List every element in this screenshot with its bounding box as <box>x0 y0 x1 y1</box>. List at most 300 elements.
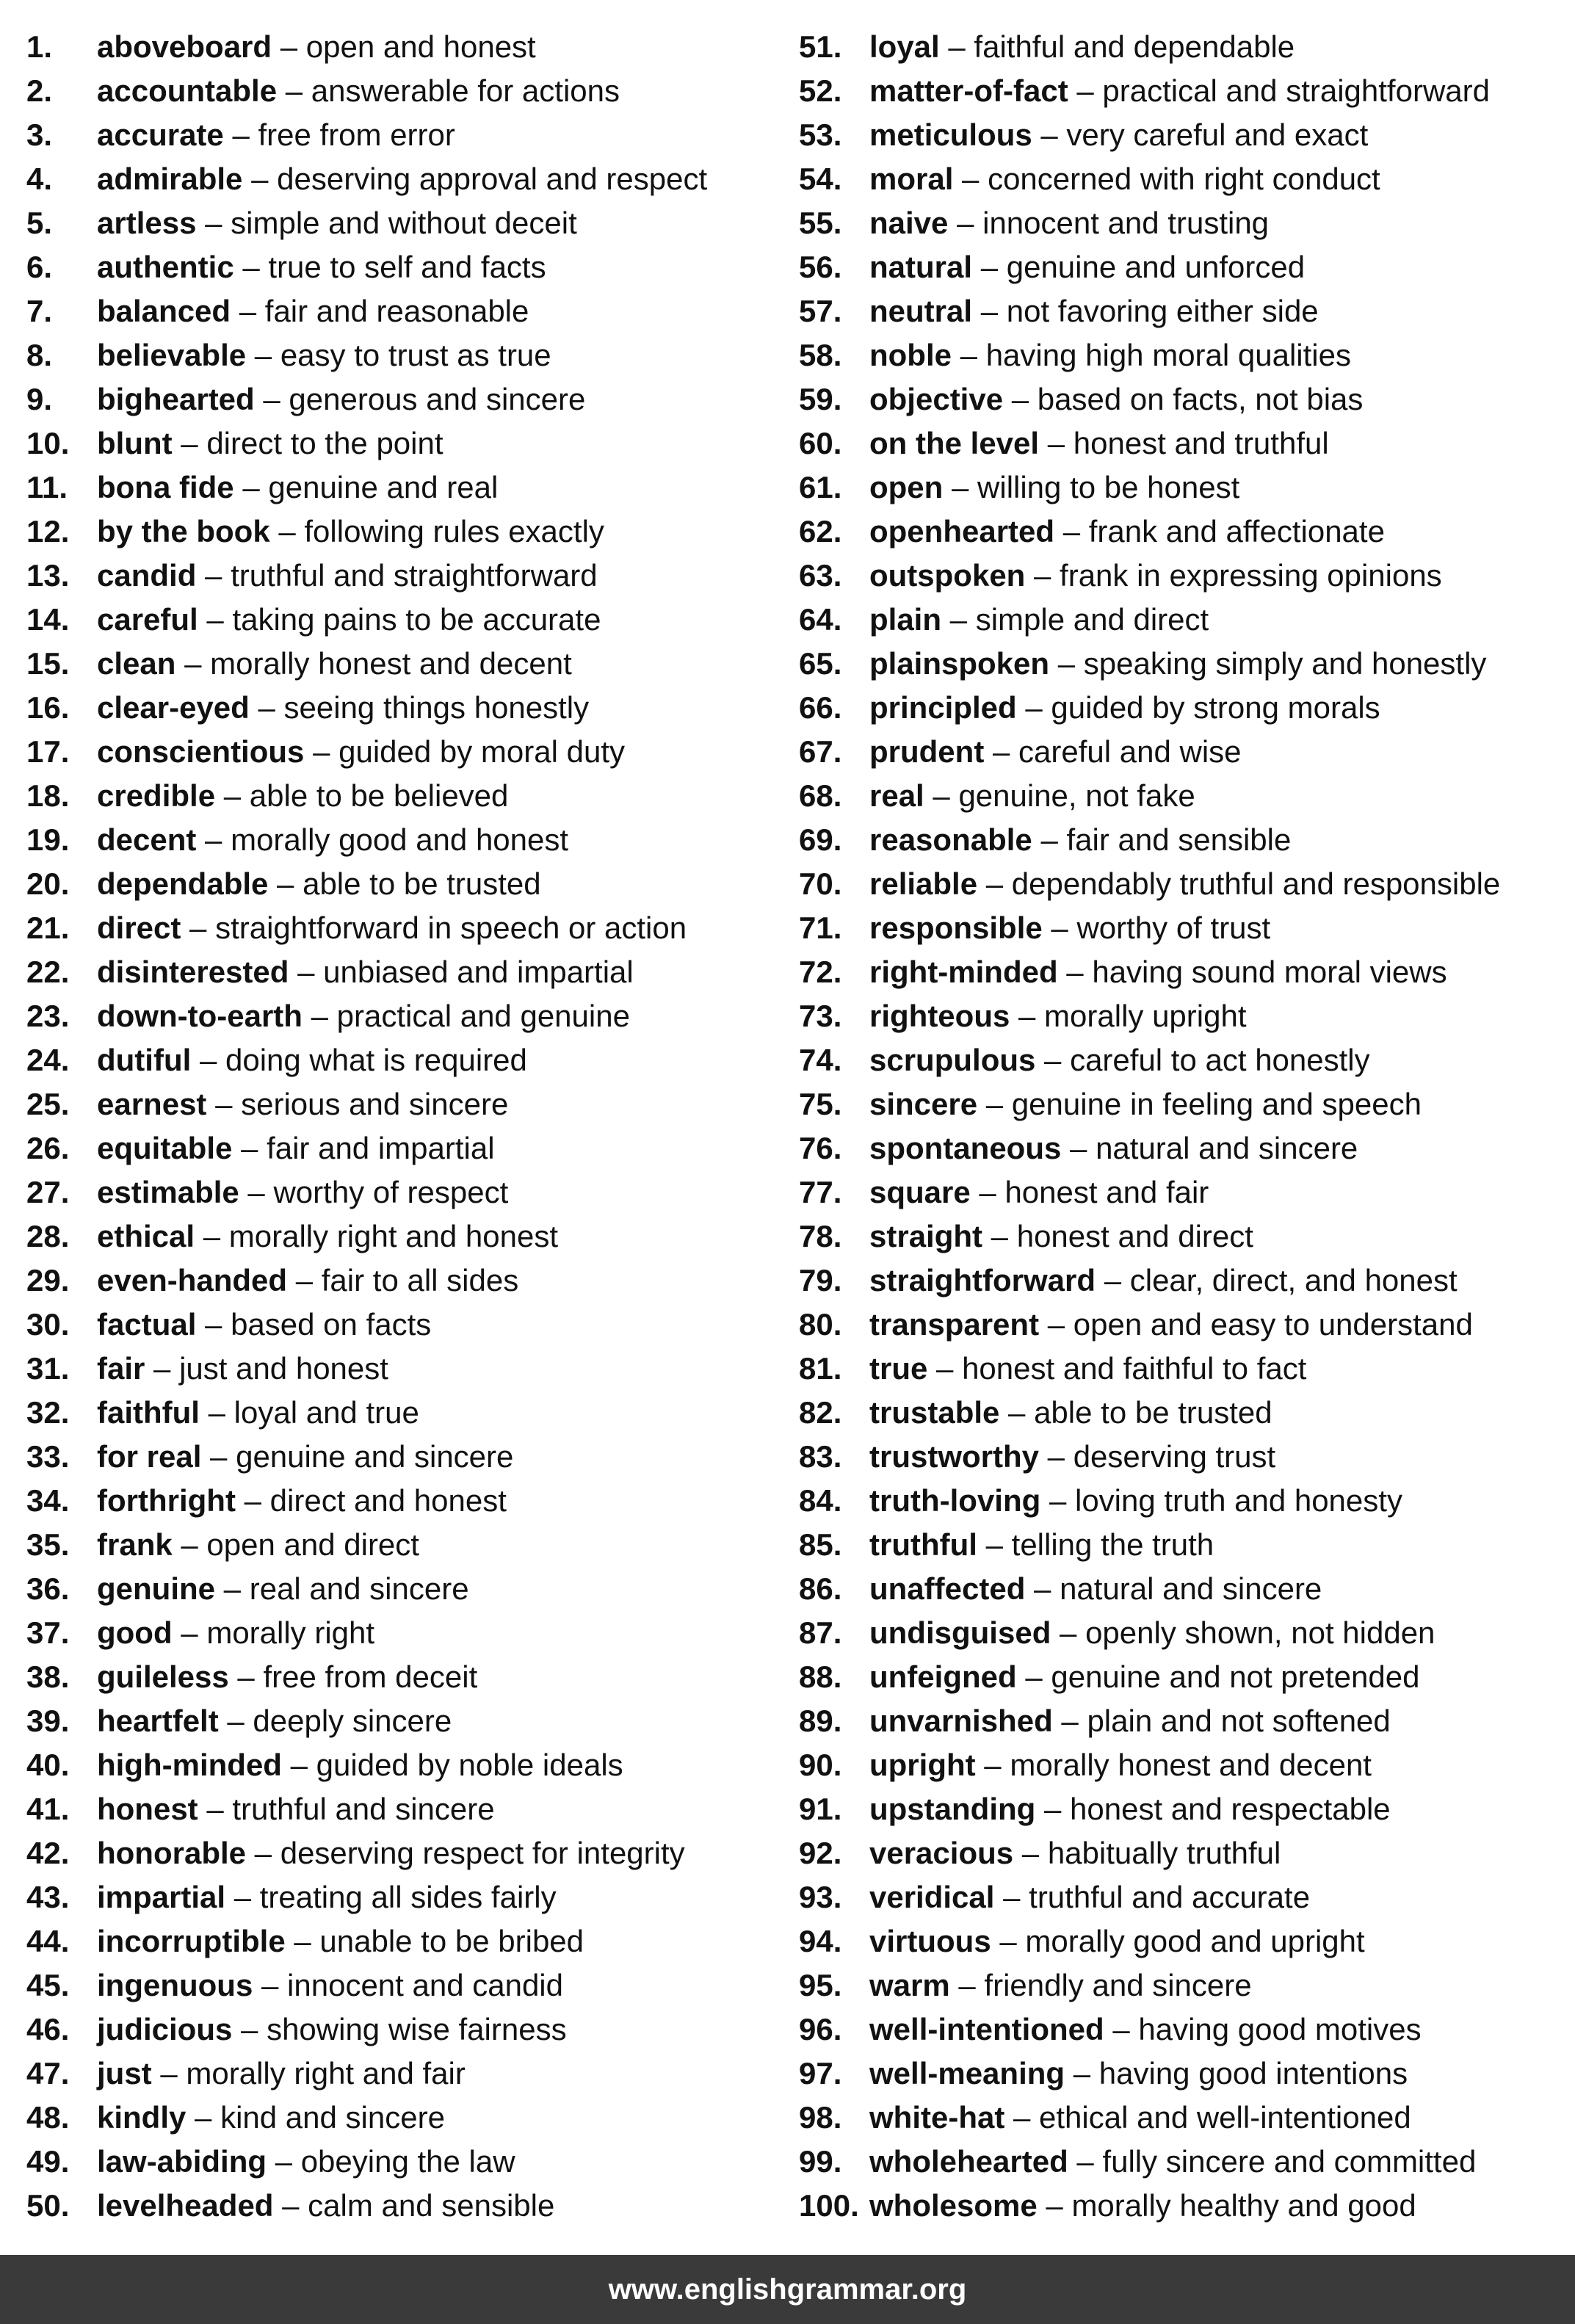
list-item <box>799 377 1570 421</box>
entry-number: 2. <box>26 73 53 108</box>
entry-number: 44. <box>26 1924 70 1958</box>
entry-dash: – <box>285 1924 320 1958</box>
entry-number: 6. <box>26 250 53 284</box>
entry-number: 56. <box>799 250 842 284</box>
entry-word: artless <box>97 206 197 240</box>
entry-definition: very careful and exact <box>1066 117 1369 152</box>
entry-dash: – <box>151 2056 187 2090</box>
entry-number: 79. <box>799 1263 842 1297</box>
entry-number: 81. <box>799 1351 842 1386</box>
entry-dash: – <box>939 29 974 64</box>
entry-dash: – <box>242 162 278 196</box>
entry-text <box>869 2140 1476 2184</box>
entry-dash: – <box>1039 1439 1073 1474</box>
list-item <box>26 1259 783 1303</box>
entry-text <box>869 1611 1435 1655</box>
list-item <box>26 2008 783 2052</box>
entry-definition: fair to all sides <box>321 1263 519 1297</box>
list-item <box>26 421 783 466</box>
entry-word: reliable <box>869 866 978 901</box>
entry-text <box>97 157 707 201</box>
entry-text <box>97 1523 419 1567</box>
entry-number: 33. <box>26 1439 70 1474</box>
entry-text <box>869 1875 1310 1919</box>
entry-text <box>97 1567 469 1611</box>
list-item <box>799 554 1570 598</box>
entry-dash: – <box>1016 1659 1051 1694</box>
entry-dash: – <box>201 1439 236 1474</box>
entry-text <box>97 1611 374 1655</box>
entry-dash: – <box>1025 1571 1060 1606</box>
entry-text <box>869 1303 1473 1347</box>
entry-word: white-hat <box>869 2100 1005 2135</box>
entry-word: principled <box>869 690 1017 725</box>
entry-definition: morally right and honest <box>228 1219 559 1253</box>
entry-word: by the book <box>97 514 270 549</box>
entry-number: 59. <box>799 382 842 416</box>
entry-word: truthful <box>869 1527 977 1562</box>
list-item <box>799 69 1570 113</box>
entry-word: levelheaded <box>97 2188 274 2223</box>
entry-text <box>869 1347 1306 1391</box>
entry-dash: – <box>268 866 303 901</box>
entry-text <box>869 1082 1422 1126</box>
entry-text <box>97 2140 515 2184</box>
entry-text <box>869 289 1319 333</box>
entry-definition: natural and sincere <box>1060 1571 1322 1606</box>
entry-word: outspoken <box>869 558 1026 593</box>
list-item <box>26 1611 783 1655</box>
entry-number: 58. <box>799 338 842 372</box>
entry-word: factual <box>97 1307 197 1342</box>
entry-word: trustable <box>869 1395 1000 1430</box>
entry-word: heartfelt <box>97 1704 219 1738</box>
entry-text <box>97 642 572 686</box>
entry-dash: – <box>948 206 983 240</box>
entry-word: candid <box>97 558 197 593</box>
entry-word: conscientious <box>97 734 305 769</box>
entry-definition: morally upright <box>1044 999 1247 1033</box>
footer-website-link[interactable]: www.englishgrammar.org <box>608 2273 967 2306</box>
entry-number: 75. <box>799 1087 842 1121</box>
entry-definition: generous and sincere <box>289 382 586 416</box>
entry-word: trustworthy <box>869 1439 1039 1474</box>
entry-word: disinterested <box>97 955 289 989</box>
entry-text <box>869 201 1269 245</box>
list-item <box>26 906 783 950</box>
entry-dash: – <box>195 1219 229 1253</box>
entry-text <box>869 950 1447 994</box>
entry-definition: ethical and well-intentioned <box>1039 2100 1411 2135</box>
entry-word: dutiful <box>97 1043 192 1077</box>
entry-definition: loyal and true <box>233 1395 419 1430</box>
entry-definition: able to be trusted <box>303 866 541 901</box>
entry-dash: – <box>218 1704 253 1738</box>
entry-word: careful <box>97 602 198 637</box>
entry-text <box>869 554 1442 598</box>
entry-number: 67. <box>799 734 842 769</box>
entry-dash: – <box>172 426 207 460</box>
entry-number: 22. <box>26 955 70 989</box>
entry-text <box>97 818 568 862</box>
entry-text <box>869 245 1305 289</box>
entry-number: 15. <box>26 646 70 681</box>
list-item <box>26 818 783 862</box>
entry-definition: practical and genuine <box>336 999 630 1033</box>
entry-dash: – <box>302 999 337 1033</box>
entry-definition: treating all sides fairly <box>259 1880 557 1914</box>
entry-definition: willing to be honest <box>977 470 1240 504</box>
entry-dash: – <box>1025 558 1060 593</box>
entry-text <box>97 598 601 642</box>
list-item <box>26 1082 783 1126</box>
list-item <box>26 1743 783 1787</box>
entry-definition: morally right and fair <box>186 2056 466 2090</box>
entry-number: 5. <box>26 206 53 240</box>
entry-text <box>869 510 1385 554</box>
entry-word: good <box>97 1615 173 1650</box>
list-item <box>26 686 783 730</box>
entry-definition: having good intentions <box>1098 2056 1408 2090</box>
entry-number: 60. <box>799 426 842 460</box>
entry-word: fair <box>97 1351 145 1386</box>
entry-number: 8. <box>26 338 53 372</box>
entry-number: 68. <box>799 778 842 813</box>
entry-word: authentic <box>97 250 234 284</box>
list-item <box>799 1919 1570 1963</box>
list-item <box>799 994 1570 1038</box>
entry-text <box>97 686 589 730</box>
entry-text <box>869 686 1380 730</box>
entry-definition: habitually truthful <box>1047 1836 1281 1870</box>
entry-word: plainspoken <box>869 646 1050 681</box>
word-list-column-right <box>799 25 1570 2228</box>
entry-number: 34. <box>26 1483 70 1518</box>
entry-number: 11. <box>26 470 68 504</box>
word-list-column-left <box>26 25 783 2228</box>
entry-definition: just and honest <box>179 1351 388 1386</box>
entry-word: truth-loving <box>869 1483 1041 1518</box>
entry-definition: based on facts <box>231 1307 432 1342</box>
list-item <box>799 642 1570 686</box>
entry-text <box>97 1919 584 1963</box>
entry-number: 32. <box>26 1395 70 1430</box>
entry-text <box>869 333 1351 377</box>
entry-definition: morally healthy and good <box>1071 2188 1416 2223</box>
entry-text <box>97 1743 623 1787</box>
entry-definition: direct to the point <box>206 426 443 460</box>
list-item <box>799 1082 1570 1126</box>
list-item <box>26 862 783 906</box>
entry-dash: – <box>977 1087 1012 1121</box>
entry-text <box>869 598 1209 642</box>
entry-dash: – <box>1042 911 1077 945</box>
entry-word: guileless <box>97 1659 229 1694</box>
entry-dash: – <box>281 1748 316 1782</box>
entry-word: down-to-earth <box>97 999 303 1033</box>
entry-text <box>869 862 1500 906</box>
list-item <box>26 510 783 554</box>
entry-dash: – <box>198 602 233 637</box>
entry-definition: unbiased and impartial <box>323 955 634 989</box>
entry-word: estimable <box>97 1175 239 1209</box>
entry-definition: honest and truthful <box>1073 426 1329 460</box>
entry-dash: – <box>924 778 959 813</box>
entry-text <box>869 1699 1391 1743</box>
entry-definition: telling the truth <box>1011 1527 1214 1562</box>
entry-dash: – <box>977 866 1012 901</box>
entry-word: openhearted <box>869 514 1055 549</box>
entry-text <box>97 1170 508 1215</box>
list-item <box>799 1743 1570 1787</box>
entry-dash: – <box>1057 955 1093 989</box>
entry-dash: – <box>1013 1836 1048 1870</box>
entry-dash: – <box>225 1880 260 1914</box>
entry-word: blunt <box>97 426 173 460</box>
entry-number: 50. <box>26 2188 70 2223</box>
entry-text <box>869 1215 1253 1259</box>
entry-number: 47. <box>26 2056 70 2090</box>
entry-definition: frank and affectionate <box>1088 514 1385 549</box>
list-item <box>26 994 783 1038</box>
entry-word: accurate <box>97 117 224 152</box>
entry-number: 43. <box>26 1880 70 1914</box>
entry-word: veridical <box>869 1880 995 1914</box>
list-item <box>799 1126 1570 1170</box>
list-item <box>26 1699 783 1743</box>
entry-dash: – <box>277 73 311 108</box>
entry-definition: genuine and sincere <box>236 1439 514 1474</box>
list-item <box>26 1303 783 1347</box>
list-item <box>799 245 1570 289</box>
list-item <box>799 1963 1570 2008</box>
entry-dash: – <box>982 1219 1017 1253</box>
entry-dash: – <box>272 29 306 64</box>
list-item <box>799 818 1570 862</box>
entry-number: 72. <box>799 955 842 989</box>
entry-text <box>869 25 1295 69</box>
entry-number: 42. <box>26 1836 70 1870</box>
entry-number: 39. <box>26 1704 70 1738</box>
entry-number: 31. <box>26 1351 70 1386</box>
entry-text <box>97 1391 419 1435</box>
list-item <box>799 157 1570 201</box>
entry-definition: serious and sincere <box>241 1087 509 1121</box>
entry-word: just <box>97 2056 152 2090</box>
list-item <box>799 113 1570 157</box>
list-item <box>26 1523 783 1567</box>
entry-text <box>97 554 598 598</box>
list-item <box>799 730 1570 774</box>
entry-number: 61. <box>799 470 842 504</box>
entry-text <box>97 1303 431 1347</box>
entry-definition: answerable for actions <box>311 73 620 108</box>
entry-word: wholehearted <box>869 2144 1068 2179</box>
list-item <box>26 2184 783 2228</box>
entry-definition: genuine in feeling and speech <box>1011 1087 1422 1121</box>
entry-definition: practical and straightforward <box>1102 73 1490 108</box>
entry-dash: – <box>1104 2012 1139 2046</box>
entry-number: 82. <box>799 1395 842 1430</box>
entry-dash: – <box>1039 426 1073 460</box>
entry-dash: – <box>175 646 211 681</box>
entry-number: 35. <box>26 1527 70 1562</box>
entry-number: 94. <box>799 1924 842 1958</box>
list-item <box>26 289 783 333</box>
entry-number: 14. <box>26 602 70 637</box>
list-item <box>26 466 783 510</box>
entry-text <box>869 1170 1209 1215</box>
entry-text <box>97 2184 554 2228</box>
entry-number: 26. <box>26 1131 70 1165</box>
list-item <box>26 1963 783 2008</box>
entry-dash: – <box>231 294 265 328</box>
entry-text <box>97 1259 518 1303</box>
entry-number: 21. <box>26 911 70 945</box>
list-item <box>799 25 1570 69</box>
entry-text <box>97 466 498 510</box>
entry-text <box>869 818 1291 862</box>
entry-word: for real <box>97 1439 202 1474</box>
entry-definition: careful and wise <box>1018 734 1242 769</box>
list-item <box>26 1479 783 1523</box>
entry-word: earnest <box>97 1087 207 1121</box>
list-item <box>26 201 783 245</box>
entry-word: sincere <box>869 1087 978 1121</box>
list-item <box>799 421 1570 466</box>
entry-number: 98. <box>799 2100 842 2135</box>
entry-text <box>97 1082 508 1126</box>
list-item <box>26 1391 783 1435</box>
entry-text <box>97 113 455 157</box>
entry-text <box>97 2008 567 2052</box>
list-item <box>26 1567 783 1611</box>
entry-definition: honest and direct <box>1016 1219 1253 1253</box>
entry-dash: – <box>196 822 231 857</box>
entry-definition: morally honest and decent <box>1010 1748 1372 1782</box>
entry-word: high-minded <box>97 1748 282 1782</box>
entry-word: square <box>869 1175 971 1209</box>
entry-dash: – <box>246 338 280 372</box>
entry-dash: – <box>943 470 978 504</box>
entry-text <box>97 2052 466 2096</box>
entry-text <box>869 2008 1422 2052</box>
list-item <box>799 1347 1570 1391</box>
entry-text <box>869 1963 1252 2008</box>
entry-number: 18. <box>26 778 70 813</box>
entry-word: virtuous <box>869 1924 991 1958</box>
entry-text <box>97 25 536 69</box>
entry-dash: – <box>253 1968 288 2002</box>
list-item <box>799 1435 1570 1479</box>
entry-word: kindly <box>97 2100 187 2135</box>
list-item <box>26 554 783 598</box>
entry-dash: – <box>181 911 216 945</box>
entry-word: clean <box>97 646 176 681</box>
entry-text <box>869 994 1247 1038</box>
entry-dash: – <box>1061 1131 1096 1165</box>
entry-definition: simple and without deceit <box>231 206 577 240</box>
entry-text <box>869 730 1242 774</box>
entry-text <box>869 1919 1365 1963</box>
list-item <box>799 2052 1570 2096</box>
entry-number: 77. <box>799 1175 842 1209</box>
entry-definition: dependably truthful and responsible <box>1011 866 1501 901</box>
entry-text <box>97 421 443 466</box>
entry-number: 97. <box>799 2056 842 2090</box>
entry-definition: morally good and honest <box>231 822 569 857</box>
list-item <box>799 1038 1570 1082</box>
entry-number: 100. <box>799 2188 859 2223</box>
entry-dash: – <box>196 558 231 593</box>
entry-text <box>97 774 508 818</box>
entry-definition: unable to be bribed <box>319 1924 584 1958</box>
entry-text <box>97 994 630 1038</box>
entry-text <box>97 1831 685 1875</box>
list-item <box>26 377 783 421</box>
entry-definition: direct and honest <box>269 1483 507 1518</box>
entry-number: 92. <box>799 1836 842 1870</box>
entry-text <box>97 950 634 994</box>
entry-definition: truthful and sincere <box>232 1792 495 1826</box>
list-item <box>26 113 783 157</box>
entry-number: 9. <box>26 382 53 416</box>
entry-number: 80. <box>799 1307 842 1342</box>
entry-definition: friendly and sincere <box>984 1968 1252 2002</box>
entry-number: 62. <box>799 514 842 549</box>
entry-dash: – <box>1010 999 1045 1033</box>
list-item <box>799 906 1570 950</box>
entry-definition: free from error <box>258 117 455 152</box>
entry-number: 90. <box>799 1748 842 1782</box>
entry-text <box>869 774 1195 818</box>
list-item <box>799 1787 1570 1831</box>
entry-definition: real and sincere <box>249 1571 469 1606</box>
entry-word: upright <box>869 1748 976 1782</box>
entry-definition: simple and direct <box>975 602 1209 637</box>
entry-word: incorruptible <box>97 1924 286 1958</box>
list-item <box>799 2008 1570 2052</box>
entry-word: well-intentioned <box>869 2012 1104 2046</box>
list-item <box>799 289 1570 333</box>
entry-dash: – <box>289 955 324 989</box>
entry-number: 93. <box>799 1880 842 1914</box>
list-item <box>799 201 1570 245</box>
entry-number: 64. <box>799 602 842 637</box>
entry-word: naive <box>869 206 949 240</box>
entry-dash: – <box>970 1175 1005 1209</box>
entry-word: objective <box>869 382 1004 416</box>
entry-dash: – <box>1003 382 1038 416</box>
entry-dash: – <box>1096 1263 1130 1297</box>
entry-word: meticulous <box>869 117 1032 152</box>
list-item <box>799 1391 1570 1435</box>
entry-definition: deserving trust <box>1073 1439 1276 1474</box>
entry-definition: honest and fair <box>1004 1175 1209 1209</box>
entry-number: 29. <box>26 1263 70 1297</box>
list-item <box>799 1479 1570 1523</box>
entry-text <box>869 1567 1322 1611</box>
entry-number: 37. <box>26 1615 70 1650</box>
entry-definition: having high moral qualities <box>985 338 1351 372</box>
list-item <box>26 245 783 289</box>
entry-dash: – <box>1032 117 1067 152</box>
entry-definition: honest and respectable <box>1070 1792 1391 1826</box>
entry-definition: genuine, not fake <box>958 778 1195 813</box>
entry-dash: – <box>232 2012 267 2046</box>
entry-text <box>869 642 1486 686</box>
entry-word: bighearted <box>97 382 255 416</box>
